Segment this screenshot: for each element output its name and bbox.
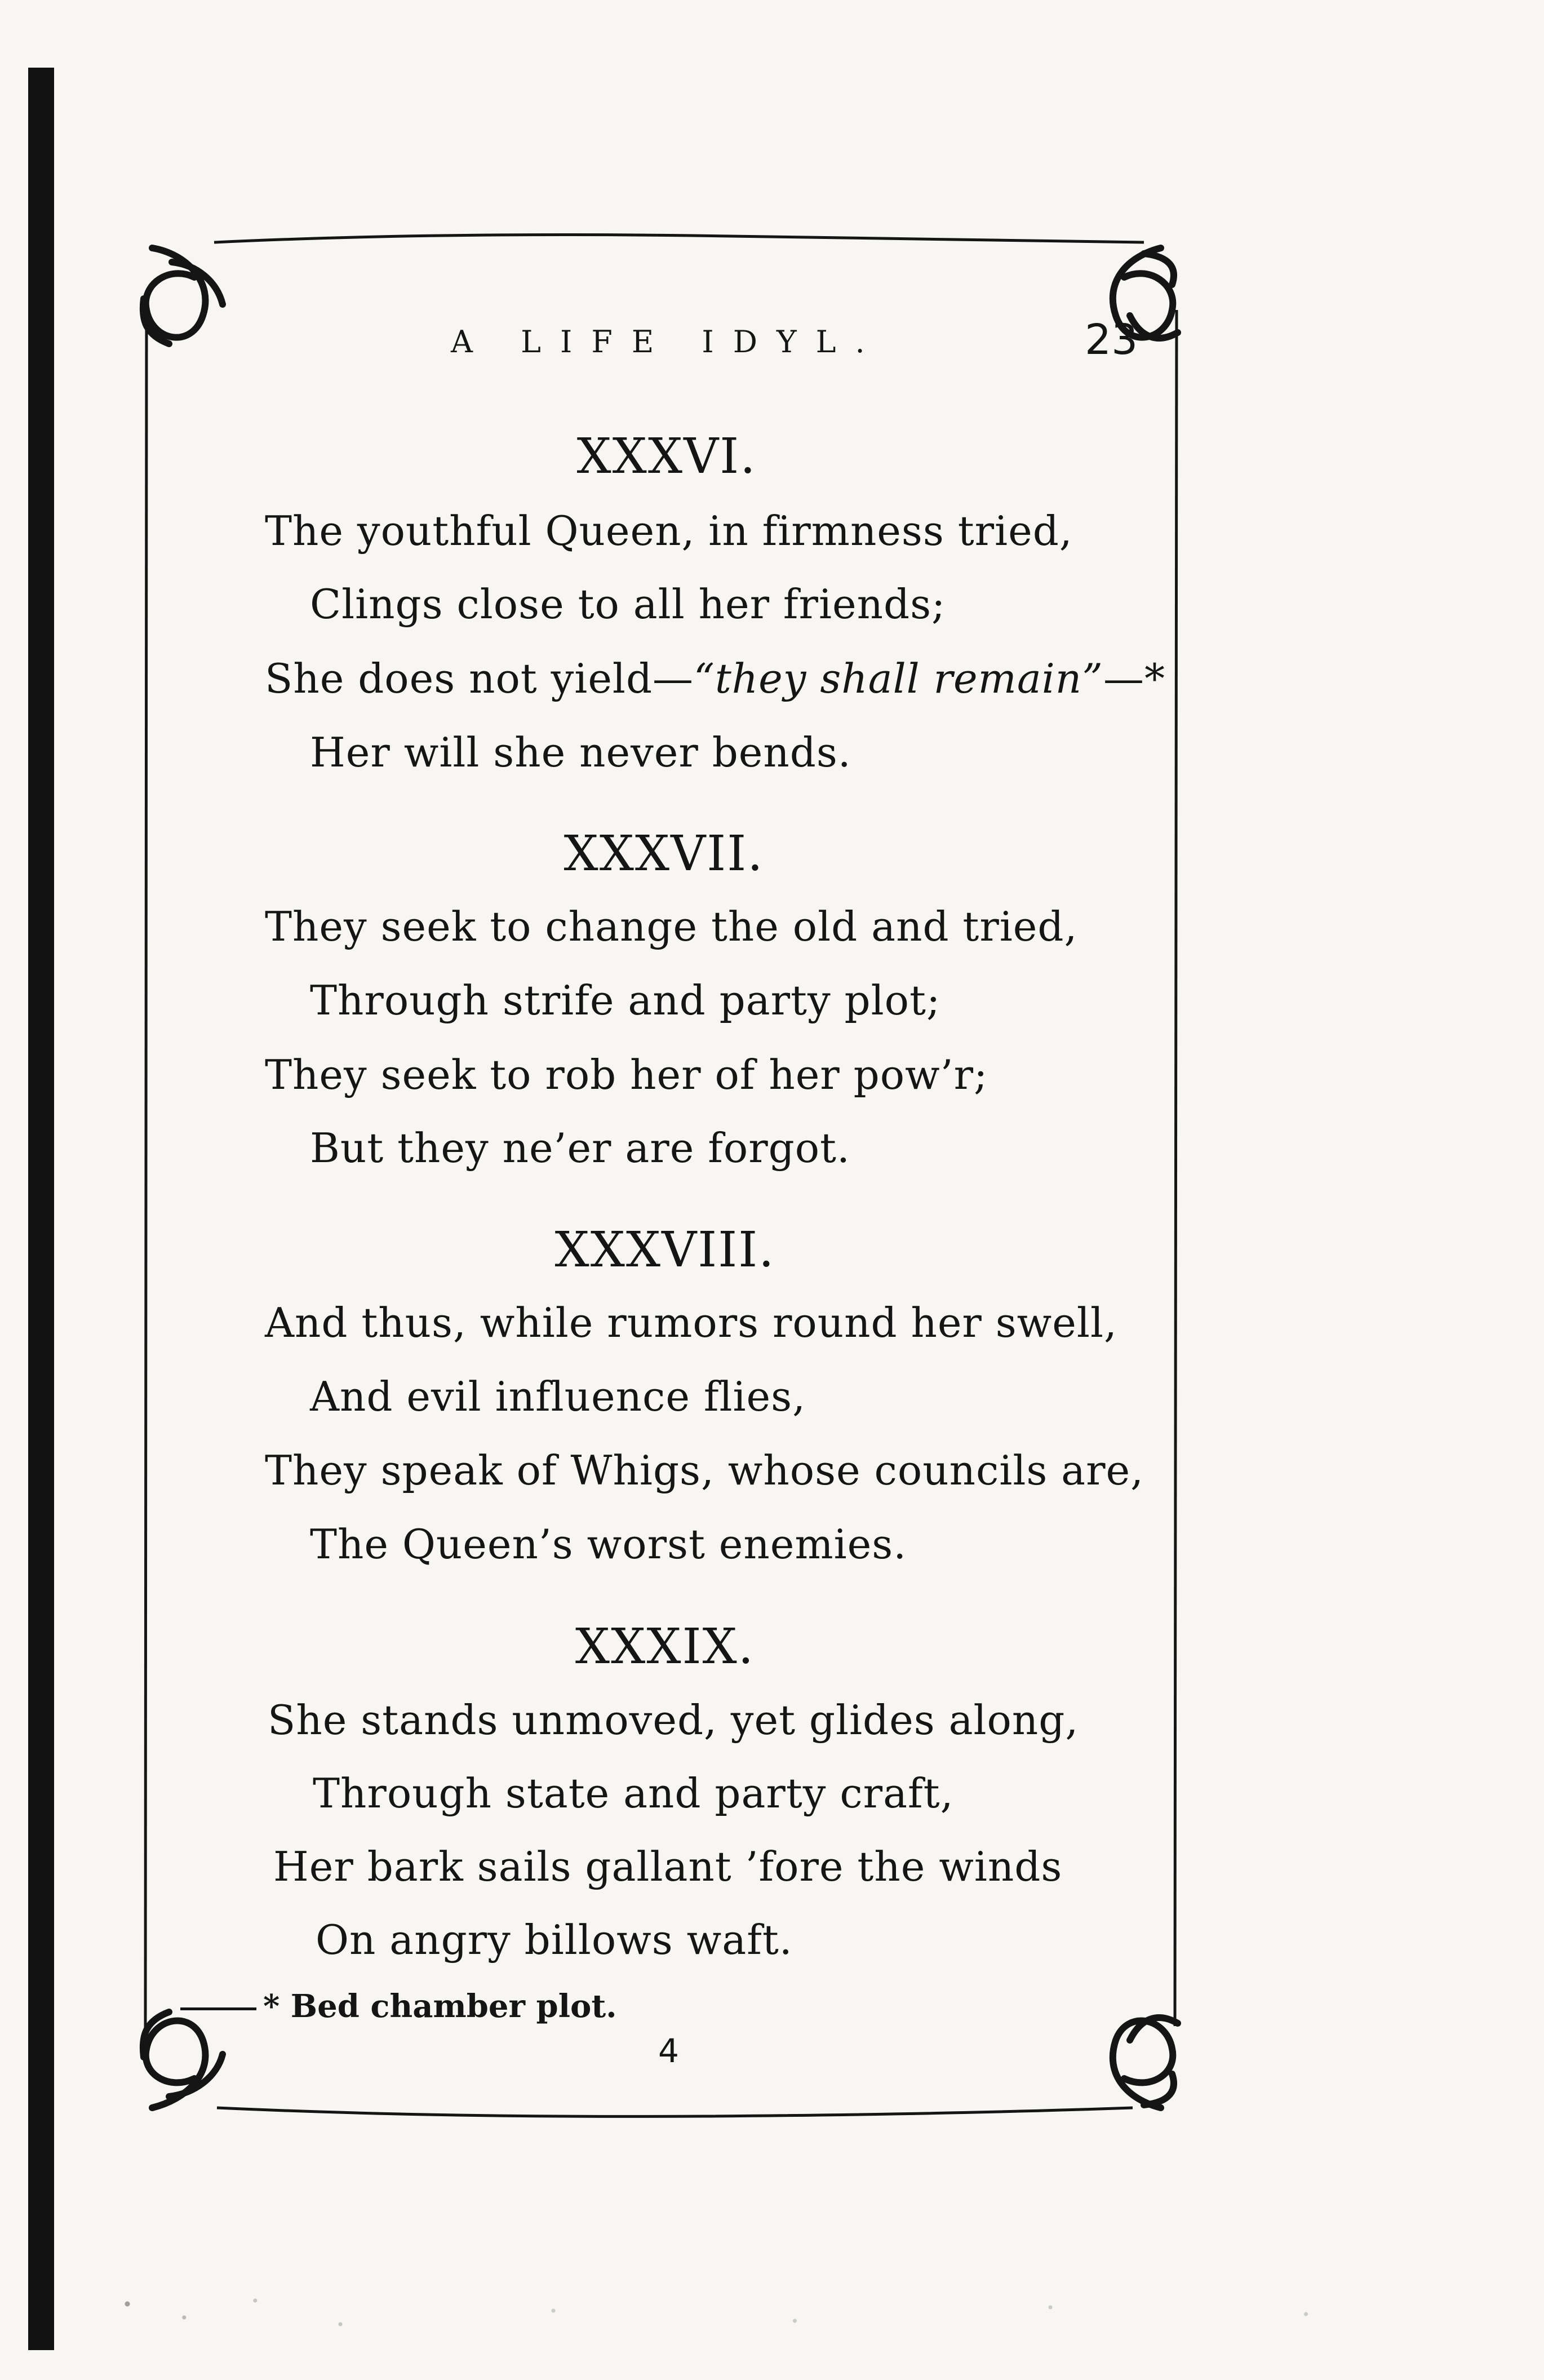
top-border-line	[214, 235, 1144, 243]
footnote-rule	[180, 2007, 256, 2010]
verse-line: And evil influence flies,	[310, 1373, 806, 1420]
right-border-line	[1175, 310, 1177, 2026]
stanza-title: XXXVII.	[564, 826, 764, 882]
bottom-border-line	[217, 2108, 1133, 2116]
verse-line: They speak of Whigs, whose councils are,	[265, 1447, 1144, 1494]
verse-line: She stands unmoved, yet glides along,	[268, 1696, 1079, 1744]
scroll-ornament-icon	[143, 2012, 223, 2108]
verse-line: They seek to change the old and tried,	[265, 903, 1078, 950]
verse-line: Clings close to all her friends;	[310, 580, 946, 628]
verse-line: Her will she never bends.	[310, 729, 851, 776]
verse-line: Through state and party craft,	[313, 1770, 954, 1817]
verse-line-with-quote	[265, 655, 1165, 702]
running-title: A LIFE IDYL.	[451, 324, 884, 360]
verse-line: The youthful Queen, in firmness tried,	[265, 507, 1073, 555]
signature-mark: 4	[658, 2032, 679, 2070]
verse-line-segment: She does not yield—	[265, 655, 694, 702]
left-border-line	[145, 313, 147, 2029]
stanza-title: XXXVI.	[576, 428, 757, 485]
stanza-title: XXXIX.	[575, 1619, 755, 1675]
verse-line: Her bark sails gallant ’fore the winds	[273, 1843, 1063, 1890]
verse-line: Through strife and party plot;	[310, 977, 941, 1024]
verse-line: On angry billows waft.	[316, 1916, 793, 1964]
footnote-marker: —*	[1103, 655, 1165, 702]
verse-line: The Queen’s worst enemies.	[310, 1521, 907, 1568]
footnote-text: * Bed chamber plot.	[263, 1988, 617, 2025]
verse-line: They seek to rob her of her pow’r;	[265, 1051, 988, 1098]
page-number: 23	[1085, 316, 1138, 364]
scroll-ornament-icon	[143, 248, 223, 344]
verse-line: But they ne’er are forgot.	[310, 1124, 850, 1172]
stanza-title: XXXVIII.	[554, 1222, 775, 1278]
verse-line: And thus, while rumors round her swell,	[265, 1299, 1117, 1346]
scroll-ornament-icon	[1113, 2018, 1178, 2108]
footnote	[180, 1988, 617, 2025]
quoted-phrase: “they shall remain”	[694, 655, 1103, 702]
